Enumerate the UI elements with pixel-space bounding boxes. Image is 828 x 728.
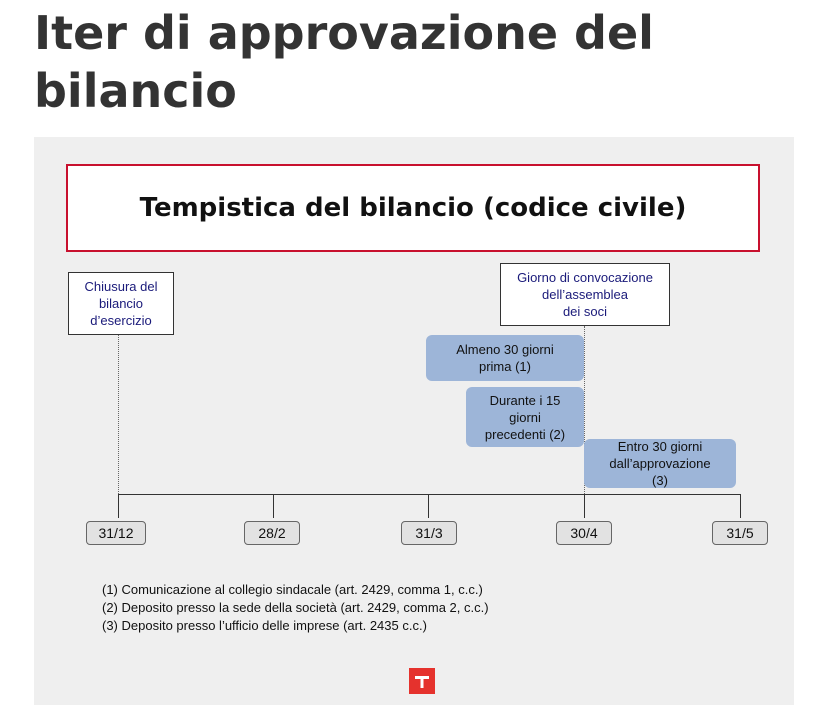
footnote-3: (3) Deposito presso l’ufficio delle imprese (art. 2435 c.c.): [102, 618, 427, 633]
meeting-date-box: Giorno di convocazione dell’assemblea dei soci: [500, 263, 670, 326]
closing-guide-line: [118, 335, 119, 494]
date-label-mar-31: 31/3: [401, 521, 457, 545]
date-label-apr-30: 30/4: [556, 521, 612, 545]
timeline-slide: [34, 137, 794, 705]
date-label-feb-28: 28/2: [244, 521, 300, 545]
footnote-2: (2) Deposito presso la sede della società (art. 2429, comma 2, c.c.): [102, 600, 489, 615]
slide-title-box: [66, 164, 760, 252]
timeline-tick: [273, 494, 274, 518]
phase-box-2: Durante i 15 giorni precedenti (2): [466, 387, 584, 447]
timeline-tick: [584, 494, 585, 518]
timeline-tick: [428, 494, 429, 518]
page-title: Iter di approvazione del bilancio: [34, 6, 654, 118]
closing-date-box: Chiusura del bilancio d’esercizio: [68, 272, 174, 335]
slide-title: Tempistica del bilancio (codice civile): [139, 193, 687, 223]
t-logo-icon: [409, 668, 435, 694]
timeline-axis: [118, 494, 741, 495]
phase-box-3: Entro 30 giorni dall’approvazione (3): [584, 439, 736, 488]
phase-box-1: Almeno 30 giorni prima (1): [426, 335, 584, 381]
timeline-tick: [740, 494, 741, 518]
date-label-may-31: 31/5: [712, 521, 768, 545]
footnotes: [102, 581, 489, 635]
footnote-1: (1) Comunicazione al collegio sindacale (art. 2429, comma 1, c.c.): [102, 582, 483, 597]
timeline-tick: [118, 494, 119, 518]
date-label-dec-31: 31/12: [86, 521, 146, 545]
